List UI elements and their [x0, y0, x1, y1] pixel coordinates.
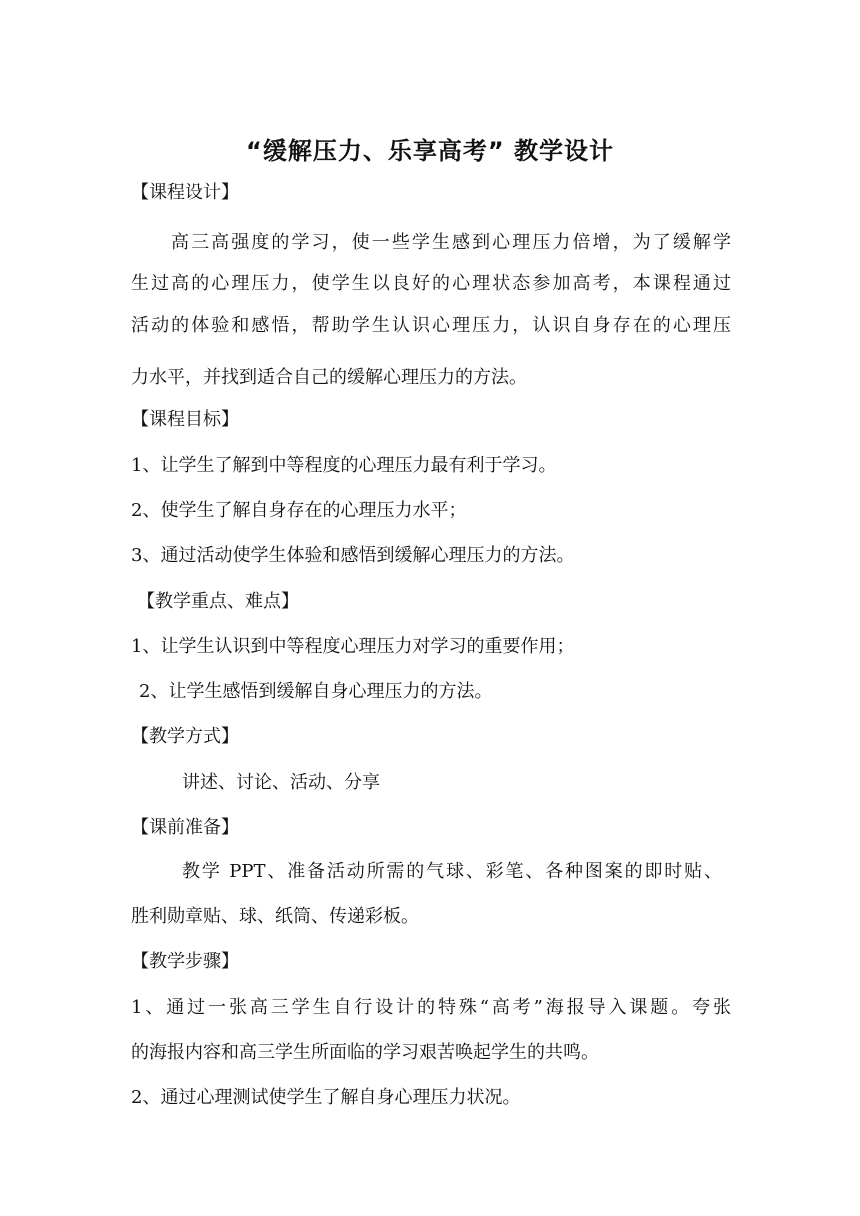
paragraph-line: 胜利勋章贴、球、纸筒、传递彩板。 — [131, 906, 419, 927]
paragraph-line: 教学 PPT、准备活动所需的气球、彩笔、各种图案的即时贴、 — [182, 861, 722, 882]
paragraph-line: 力水平，并找到适合自己的缓解心理压力的方法。 — [131, 367, 527, 388]
key-point-item: 1、让学生认识到中等程度心理压力对学习的重要作用； — [131, 636, 575, 657]
step-line: 2、通过心理测试使学生了解自身心理压力状况。 — [131, 1087, 521, 1108]
goal-item: 1、让学生了解到中等程度的心理压力最有利于学习。 — [131, 455, 557, 476]
goal-item: 2、使学生了解自身存在的心理压力水平； — [131, 500, 467, 521]
step-line: 1、通过一张高三学生自行设计的特殊“高考”海报导入课题。夸张 — [131, 997, 731, 1018]
section-heading-teaching-steps: 【教学步骤】 — [131, 951, 239, 972]
section-heading-preparation: 【课前准备】 — [131, 817, 239, 838]
goal-item: 3、通过活动使学生体验和感悟到缓解心理压力的方法。 — [131, 545, 575, 566]
paragraph-line: 生过高的心理压力，使学生以良好的心理状态参加高考，本课程通过 — [131, 273, 731, 294]
step-line: 的海报内容和高三学生所面临的学习艰苦唤起学生的共鸣。 — [131, 1042, 599, 1063]
section-heading-course-goals: 【课程目标】 — [131, 409, 239, 430]
key-point-item: 2、让学生感悟到缓解自身心理压力的方法。 — [139, 681, 493, 702]
document-title: “缓解压力、乐享高考” 教学设计 — [246, 137, 614, 165]
paragraph-line: 活动的体验和感悟，帮助学生认识心理压力，认识自身存在的心理压 — [131, 315, 731, 336]
section-heading-course-design: 【课程设计】 — [131, 182, 239, 203]
section-heading-teaching-methods: 【教学方式】 — [131, 726, 239, 747]
paragraph-line: 高三高强度的学习，使一些学生感到心理压力倍增，为了缓解学 — [171, 232, 731, 253]
section-heading-key-points: 【教学重点、难点】 — [137, 591, 299, 612]
teaching-methods-text: 讲述、讨论、活动、分享 — [182, 772, 380, 793]
